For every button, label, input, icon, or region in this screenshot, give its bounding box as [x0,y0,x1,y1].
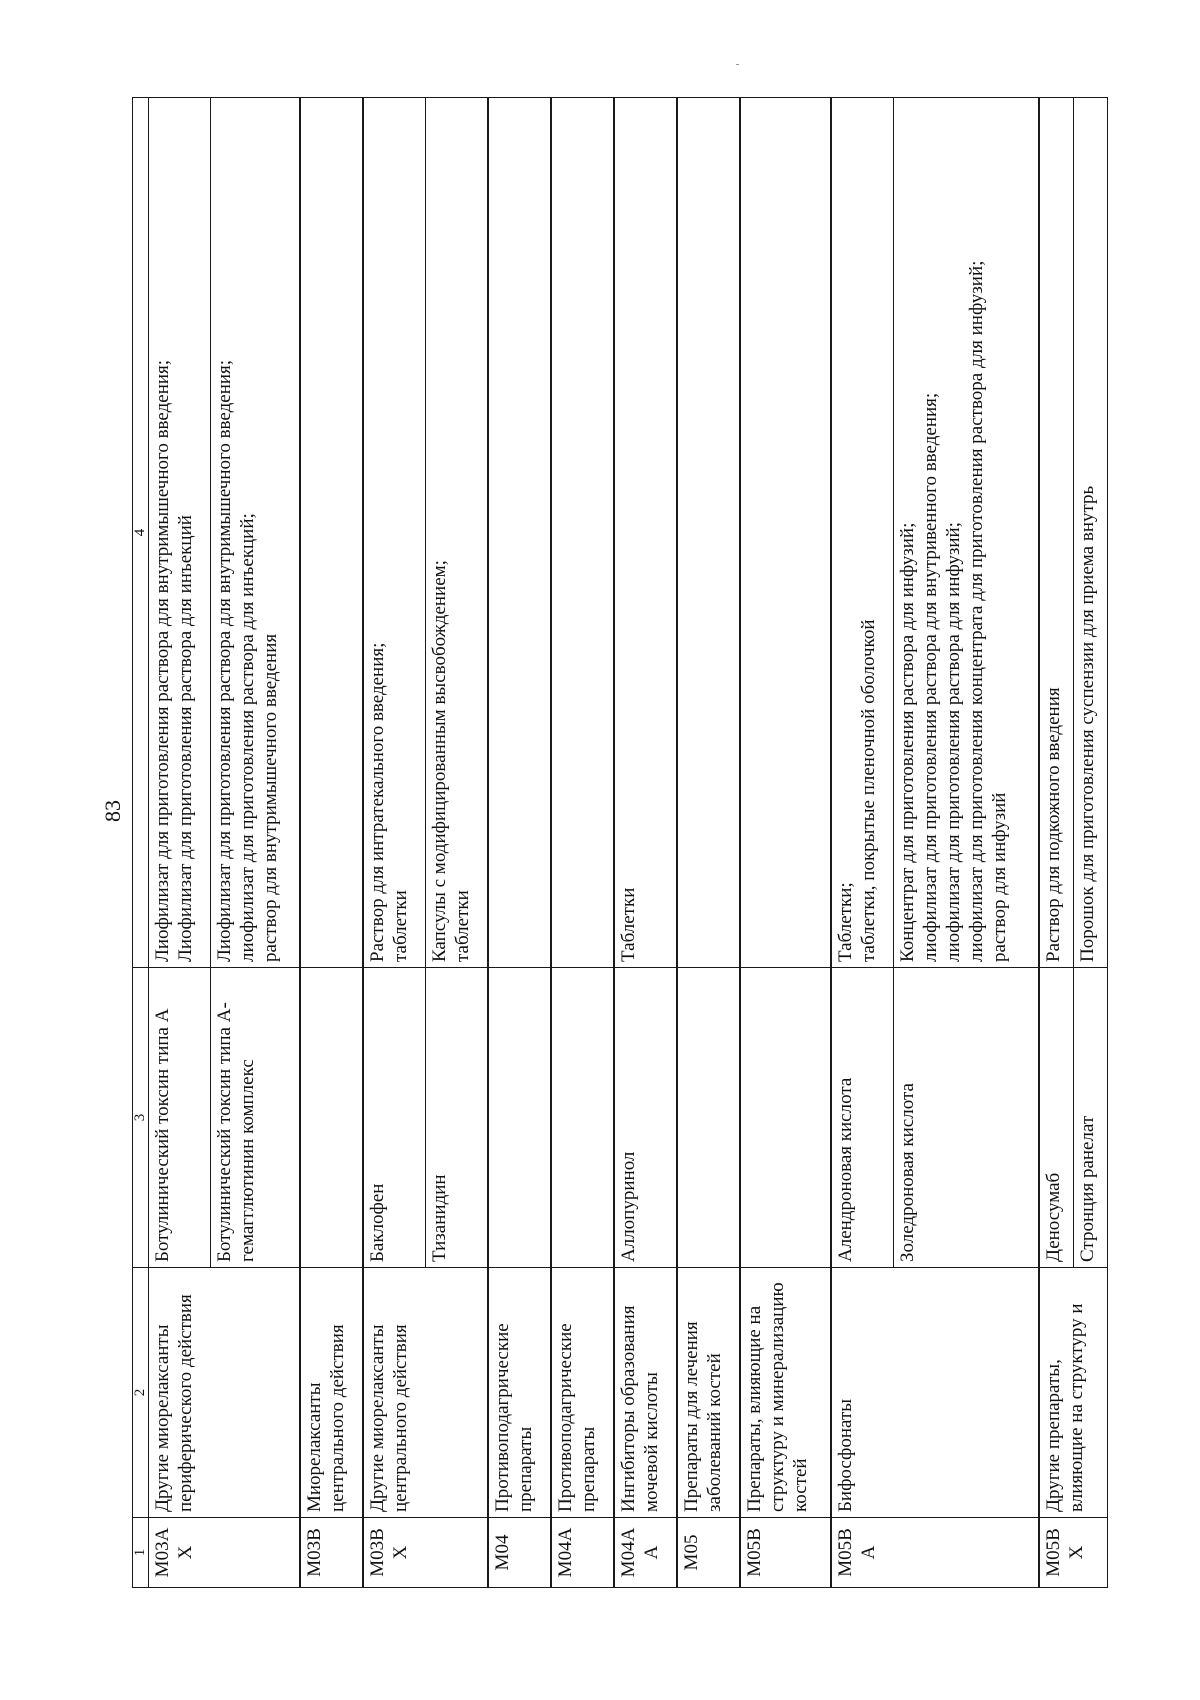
scan-artifact [736,64,739,65]
dosage-form-line: лиофилизат для приготовления раствора для инфузий; [942,522,964,962]
drug-name-cell: Аллопуринол [614,968,677,1268]
drug-name-cell: Ботулинический токсин типа А [149,968,211,1268]
dosage-forms-cell [210,98,300,968]
atc-code-cell: M03B X [363,1518,488,1588]
group-name-cell: Бифосфонаты [831,1268,1039,1518]
drug-name-cell [300,968,363,1268]
group-name-cell: Противоподагрические препараты [488,1268,551,1518]
page-number: 83 [100,800,125,822]
dosage-form-line: Порошок для приготовления суспензии для приема внутрь [1076,485,1098,962]
dosage-form-line: Раствор для подкожного введения [1042,687,1064,962]
dosage-form-line: раствор для внутримышечного введения [259,633,281,962]
drug-name-cell: Деносумаб [1039,968,1074,1268]
group-name-cell: Другие препараты, влияющие на структуру и [1039,1268,1108,1518]
drug-name-cell [740,968,831,1268]
dosage-form-line: Таблетки; [834,882,856,962]
atc-code-cell: M05B [740,1518,831,1588]
group-name-cell: Ингибиторы образования мочевой кислоты [614,1268,677,1518]
drug-table [132,97,1108,1588]
dosage-forms-cell [300,98,363,968]
group-name-cell: Другие миорелаксанты периферического действия [149,1268,301,1518]
dosage-form-line: лиофилизат для приготовления концентрата для приготовления раствора для инфузий; [965,260,987,962]
dosage-forms-cell [614,98,677,968]
dosage-forms-cell [740,98,831,968]
drug-name-cell [677,968,740,1268]
atc-code-cell: M04A A [614,1518,677,1588]
drug-name-cell: Золедроновая кислота [893,968,1039,1268]
atc-code-cell: M05B A [831,1518,1039,1588]
table-row [740,98,831,1588]
dosage-form-line: таблетки [390,890,412,962]
drug-name-cell: Стронция ранелат [1073,968,1107,1268]
dosage-form-line: лиофилизат для приготовления раствора для внутривенного введения; [919,392,941,962]
dosage-form-line: Таблетки [618,887,639,962]
table-header-row [133,98,149,1588]
group-name-cell: Другие миорелаксанты центрального действия [363,1268,488,1518]
table-row [149,98,211,1588]
atc-code-cell: M04 [488,1518,551,1588]
table-body [149,98,1108,1588]
dosage-forms-cell [1039,98,1074,968]
drug-name-cell: Алендроновая кислота [831,968,893,1268]
drug-name-cell: Баклофен [363,968,425,1268]
drug-name-cell: Тизанидин [426,968,488,1268]
group-name-cell: Препараты, влияющие на структуру и минерализацию костей [740,1268,831,1518]
atc-code-cell: M05B X [1039,1518,1108,1588]
table-row [363,98,425,1588]
dosage-forms-cell [677,98,740,968]
drug-name-cell: Ботулинический токсин типа А-гемагглютинин комплекс [210,968,300,1268]
group-name-cell: Противоподагрические препараты [551,1268,614,1518]
dosage-forms-cell [488,98,551,968]
atc-code-cell: M03B [300,1518,363,1588]
table-row [1039,98,1074,1588]
column-header: 4 [133,98,149,968]
drug-name-cell [551,968,614,1268]
atc-code-cell: M05 [677,1518,740,1588]
atc-code-cell: M03A X [149,1518,301,1588]
rotated-table-container [132,98,1108,1588]
table-row [831,98,893,1588]
dosage-form-line: Лиофилизат для приготовления раствора для внутримышечного введения; [152,359,173,962]
dosage-forms-cell [1073,98,1107,968]
dosage-form-line: Капсулы с модифицированным высвобождением; [429,560,451,962]
dosage-forms-cell [426,98,488,968]
drug-name-cell [488,968,551,1268]
atc-code-cell: M04A [551,1518,614,1588]
group-name-cell: Препараты для лечения заболеваний костей [677,1268,740,1518]
table-row [677,98,740,1588]
dosage-forms-cell [893,98,1039,968]
group-name-cell: Миорелаксанты центрального действия [300,1268,363,1518]
table-row [300,98,363,1588]
dosage-forms-cell [551,98,614,968]
dosage-form-line: лиофилизат для приготовления раствора для инъекций; [236,513,258,962]
dosage-forms-cell [363,98,425,968]
dosage-form-line: Концентрат для приготовления раствора для инфузий; [896,522,918,962]
dosage-form-line: Лиофилизат для приготовления раствора для инъекций [175,515,196,962]
column-header: 2 [133,1268,149,1518]
dosage-form-line: раствор для инфузий [988,792,1010,962]
table-row [488,98,551,1588]
table-row [614,98,677,1588]
dosage-form-line: таблетки, покрытые пленочной оболочкой [857,619,879,962]
dosage-form-line: Лиофилизат для приготовления раствора для внутримышечного введения; [213,359,235,962]
dosage-form-line: таблетки [452,890,474,962]
column-header: 1 [133,1518,149,1588]
table-row [551,98,614,1588]
dosage-forms-cell [831,98,893,968]
dosage-forms-cell [149,98,211,968]
column-header: 3 [133,968,149,1268]
dosage-form-line: Раствор для интратекального введения; [367,642,389,962]
